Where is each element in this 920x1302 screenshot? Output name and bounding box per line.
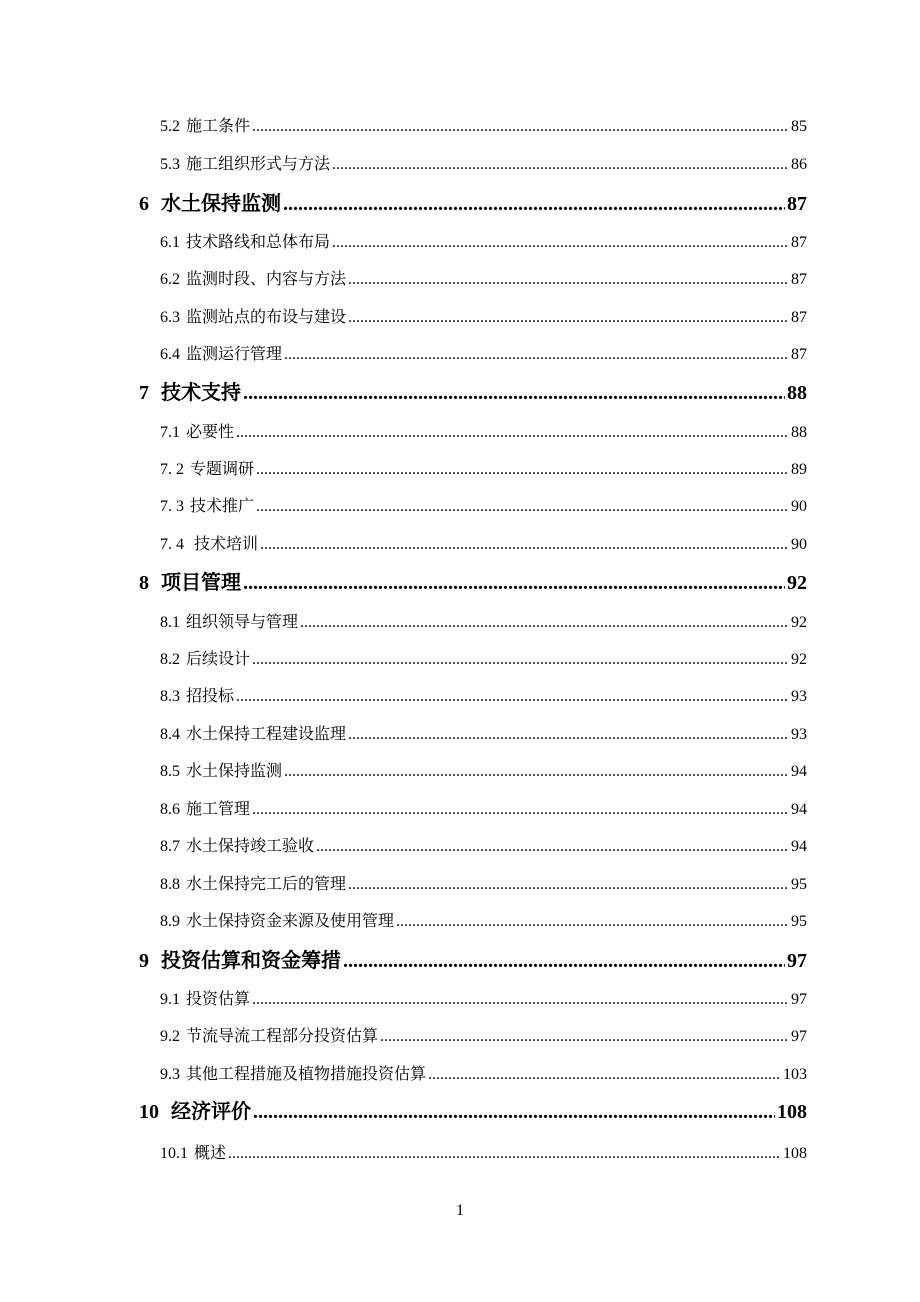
- toc-dot-leader: [332, 232, 789, 254]
- toc-entry-title: 施工组织形式与方法: [186, 156, 331, 173]
- toc-entry-number: 6.3: [160, 309, 180, 326]
- toc-entry-number: 8.7: [160, 838, 180, 855]
- toc-entry-number: 7. 2: [160, 461, 184, 478]
- toc-entry-number: 7. 3: [160, 498, 184, 515]
- toc-entry-title: 施工管理: [186, 801, 251, 818]
- toc-entry-title: 投资估算: [186, 991, 251, 1008]
- toc-entry-number: 8.8: [160, 876, 180, 893]
- toc-entry-title: 技术培训: [190, 536, 259, 553]
- toc-entry-page: 94: [791, 763, 807, 780]
- toc-section-entry[interactable]: [160, 1064, 807, 1086]
- toc-dot-leader: [348, 269, 789, 291]
- toc-entry-page: 87: [791, 234, 807, 251]
- toc-entry-title: 节流导流工程部分投资估算: [186, 1028, 379, 1045]
- toc-entry-number: 8: [139, 572, 149, 594]
- toc-entry-number: 8.3: [160, 688, 180, 705]
- toc-entry-page: 87: [791, 346, 807, 363]
- toc-chapter-entry[interactable]: [139, 190, 807, 218]
- page-number: 1: [456, 1202, 464, 1219]
- toc-entry-number: 8.4: [160, 726, 180, 743]
- toc-entry-page: 87: [787, 193, 807, 215]
- toc-dot-leader: [253, 1098, 775, 1126]
- toc-section-entry[interactable]: [160, 422, 807, 444]
- toc-entry-title: 水土保持资金来源及使用管理: [186, 913, 395, 930]
- toc-entry-title: 技术推广: [190, 498, 255, 515]
- toc-entry-title: 水土保持监测: [161, 193, 281, 215]
- toc-entry-page: 90: [791, 536, 807, 553]
- toc-section-entry[interactable]: [160, 459, 807, 481]
- toc-entry-page: 95: [791, 913, 807, 930]
- toc-dot-leader: [260, 534, 789, 556]
- toc-entry-page: 108: [783, 1145, 807, 1162]
- toc-entry-number: 6.2: [160, 271, 180, 288]
- toc-entry-number: 9.1: [160, 991, 180, 1008]
- toc-dot-leader: [256, 459, 789, 481]
- toc-entry-title: 项目管理: [161, 572, 241, 594]
- toc-entry-page: 97: [791, 1028, 807, 1045]
- toc-chapter-entry[interactable]: [139, 1098, 807, 1126]
- toc-entry-title: 技术路线和总体布局: [186, 234, 331, 251]
- toc-entry-number: 8.2: [160, 651, 180, 668]
- toc-dot-leader: [348, 724, 789, 746]
- toc-section-entry[interactable]: [160, 534, 807, 556]
- toc-entry-title: 监测时段、内容与方法: [186, 271, 347, 288]
- toc-section-entry[interactable]: [160, 874, 807, 896]
- toc-entry-page: 93: [791, 726, 807, 743]
- toc-entry-title: 技术支持: [161, 382, 241, 404]
- toc-dot-leader: [284, 761, 789, 783]
- toc-dot-leader: [348, 307, 789, 329]
- toc-entry-number: 8.1: [160, 614, 180, 631]
- toc-section-entry[interactable]: [160, 724, 807, 746]
- toc-entry-title: 监测运行管理: [186, 346, 283, 363]
- toc-entry-page: 92: [791, 651, 807, 668]
- toc-entry-title: 组织领导与管理: [186, 614, 299, 631]
- toc-section-entry[interactable]: [160, 989, 807, 1011]
- toc-dot-leader: [348, 874, 789, 896]
- toc-entry-number: 5.2: [160, 118, 180, 135]
- toc-section-entry[interactable]: [160, 836, 807, 858]
- toc-section-entry[interactable]: [160, 307, 807, 329]
- toc-entry-number: 8.6: [160, 801, 180, 818]
- toc-dot-leader: [428, 1064, 781, 1086]
- toc-dot-leader: [343, 947, 785, 975]
- toc-entry-page: 108: [777, 1101, 807, 1123]
- toc-entry-title: 水土保持工程建设监理: [186, 726, 347, 743]
- toc-entry-page: 87: [791, 271, 807, 288]
- toc-entry-title: 专题调研: [190, 461, 255, 478]
- toc-dot-leader: [252, 649, 789, 671]
- toc-entry-page: 88: [791, 424, 807, 441]
- toc-entry-number: 6: [139, 193, 149, 215]
- toc-dot-leader: [252, 116, 789, 138]
- toc-section-entry[interactable]: [160, 496, 807, 518]
- toc-entry-title: 其他工程措施及植物措施投资估算: [186, 1066, 427, 1083]
- toc-dot-leader: [252, 799, 789, 821]
- toc-entry-page: 97: [791, 991, 807, 1008]
- toc-entry-page: 90: [791, 498, 807, 515]
- toc-dot-leader: [283, 190, 785, 218]
- toc-entry-page: 94: [791, 801, 807, 818]
- toc-dot-leader: [316, 836, 789, 858]
- toc-entry-title: 水土保持竣工验收: [186, 838, 315, 855]
- toc-dot-leader: [284, 344, 789, 366]
- toc-chapter-entry[interactable]: [139, 569, 807, 597]
- toc-entry-page: 103: [783, 1066, 807, 1083]
- toc-dot-leader: [243, 569, 785, 597]
- toc-entry-page: 89: [791, 461, 807, 478]
- toc-section-entry[interactable]: [160, 344, 807, 366]
- toc-dot-leader: [252, 989, 789, 1011]
- toc-entry-page: 88: [787, 382, 807, 404]
- toc-entry-title: 后续设计: [186, 651, 251, 668]
- toc-dot-leader: [256, 496, 789, 518]
- toc-entry-page: 93: [791, 688, 807, 705]
- toc-entry-title: 施工条件: [186, 118, 251, 135]
- toc-section-entry[interactable]: [160, 116, 807, 138]
- toc-section-entry[interactable]: [160, 911, 807, 933]
- toc-dot-leader: [243, 379, 785, 407]
- toc-dot-leader: [300, 612, 789, 634]
- toc-entry-number: 6.4: [160, 346, 180, 363]
- toc-entry-number: 8.9: [160, 913, 180, 930]
- toc-dot-leader: [228, 1143, 781, 1165]
- toc-entry-page: 94: [791, 838, 807, 855]
- toc-entry-page: 97: [787, 950, 807, 972]
- toc-entry-number: 5.3: [160, 156, 180, 173]
- toc-dot-leader: [236, 686, 789, 708]
- toc-entry-page: 95: [791, 876, 807, 893]
- toc-chapter-entry[interactable]: [139, 379, 807, 407]
- toc-entry-page: 92: [791, 614, 807, 631]
- toc-chapter-entry[interactable]: [139, 947, 807, 975]
- toc-entry-number: 9.2: [160, 1028, 180, 1045]
- toc-entry-number: 8.5: [160, 763, 180, 780]
- toc-entry-title: 监测站点的布设与建设: [186, 309, 347, 326]
- toc-entry-title: 招投标: [186, 688, 235, 705]
- toc-entry-page: 85: [791, 118, 807, 135]
- toc-entry-number: 7: [139, 382, 149, 404]
- toc-dot-leader: [236, 422, 789, 444]
- toc-entry-number: 6.1: [160, 234, 180, 251]
- toc-entry-title: 经济评价: [171, 1101, 251, 1123]
- toc-entry-page: 92: [787, 572, 807, 594]
- toc-section-entry[interactable]: [160, 269, 807, 291]
- toc-entry-title: 概述: [194, 1145, 227, 1162]
- toc-section-entry[interactable]: [160, 232, 807, 254]
- toc-entry-number: 9.3: [160, 1066, 180, 1083]
- toc-section-entry[interactable]: [160, 1026, 807, 1048]
- toc-entry-number: 7. 4: [160, 536, 184, 553]
- toc-section-entry[interactable]: [160, 154, 807, 176]
- toc-section-entry[interactable]: [160, 686, 807, 708]
- toc-dot-leader: [396, 911, 789, 933]
- toc-dot-leader: [332, 154, 789, 176]
- toc-entry-title: 投资估算和资金筹措: [161, 950, 341, 972]
- toc-section-entry[interactable]: [160, 1143, 807, 1165]
- toc-section-entry[interactable]: [160, 649, 807, 671]
- toc-entry-number: 10: [139, 1101, 159, 1123]
- toc-entry-page: 87: [791, 309, 807, 326]
- toc-section-entry[interactable]: [160, 761, 807, 783]
- toc-entry-page: 86: [791, 156, 807, 173]
- toc-entry-number: 10.1: [160, 1145, 188, 1162]
- toc-entry-title: 水土保持完工后的管理: [186, 876, 347, 893]
- toc-dot-leader: [380, 1026, 789, 1048]
- toc-section-entry[interactable]: [160, 612, 807, 634]
- toc-entry-title: 水土保持监测: [186, 763, 283, 780]
- toc-entry-title: 必要性: [186, 424, 235, 441]
- toc-section-entry[interactable]: [160, 799, 807, 821]
- toc-entry-number: 7.1: [160, 424, 180, 441]
- toc-entry-number: 9: [139, 950, 149, 972]
